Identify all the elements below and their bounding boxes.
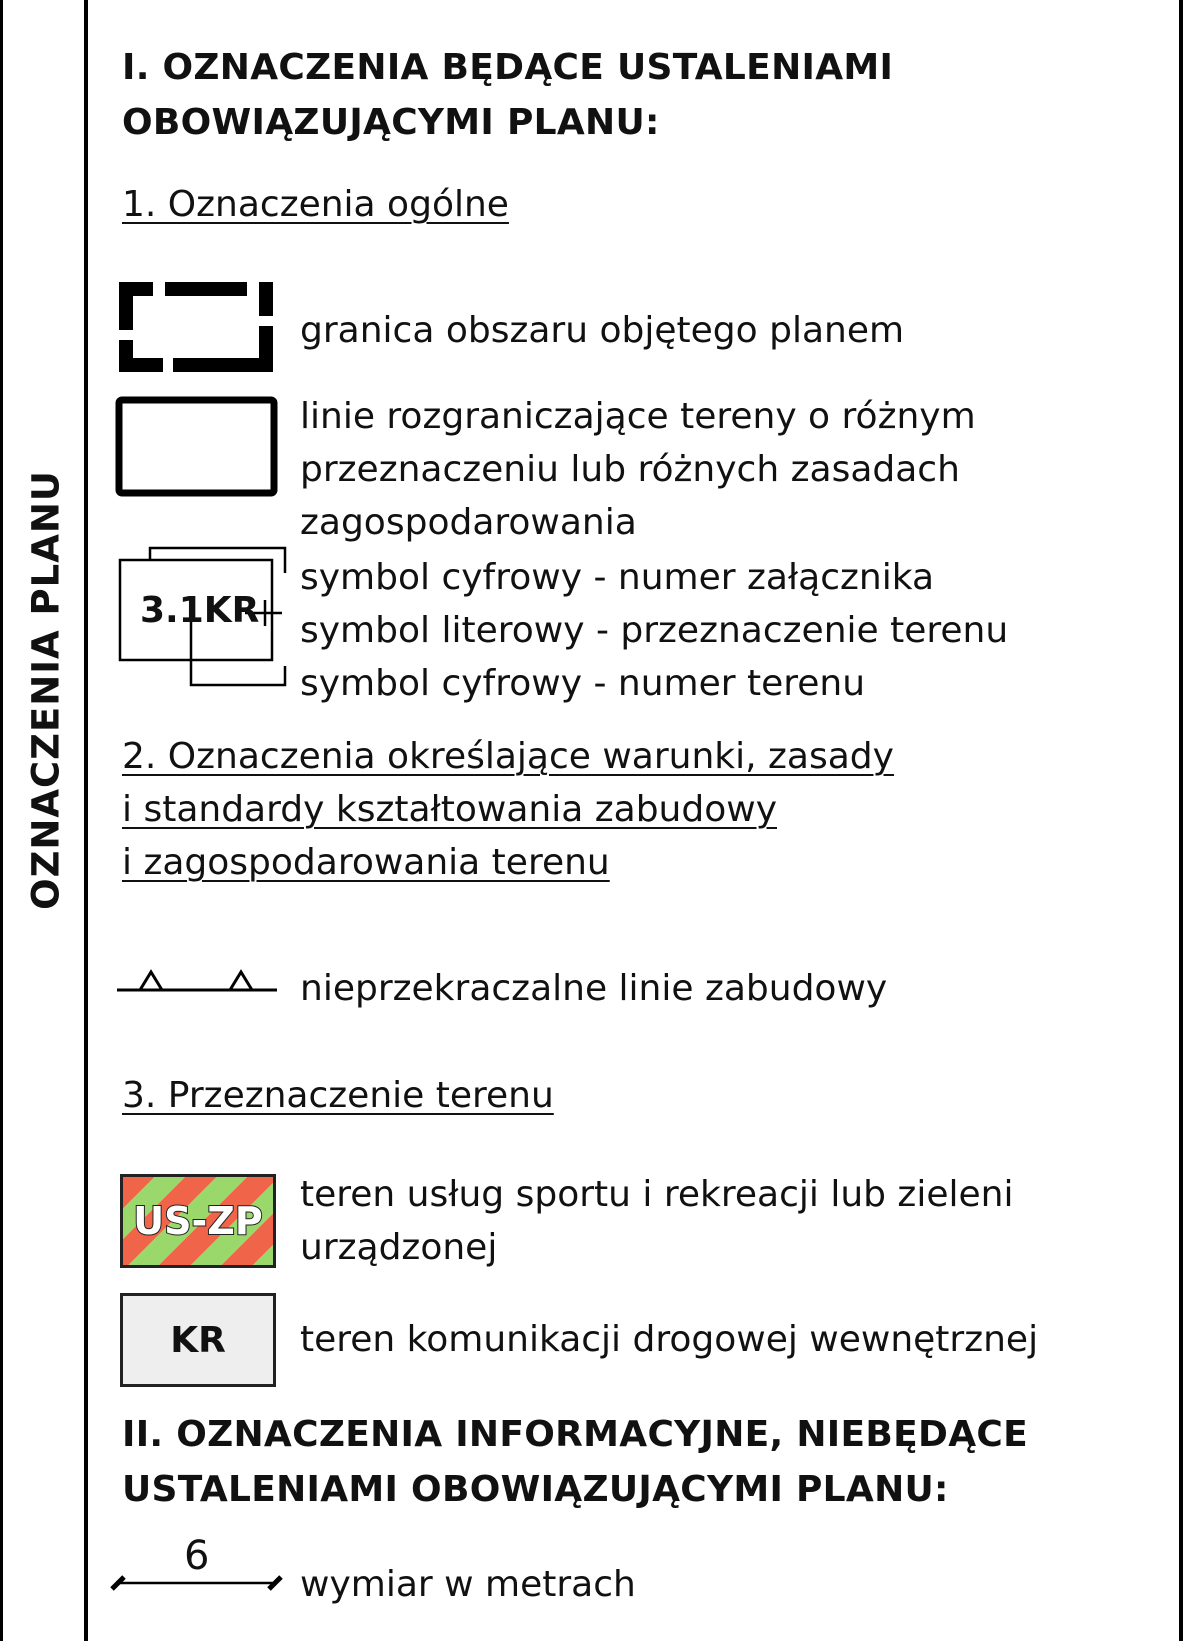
- frame-right-border: [1179, 0, 1183, 1641]
- demarcation-label-line1: linie rozgraniczające tereny o różnym: [300, 396, 976, 437]
- building-line-label: nieprzekraczalne linie zabudowy: [300, 968, 888, 1009]
- us-zp-label-line2: urządzonej: [300, 1227, 498, 1268]
- symbol-explanation-2: symbol literowy - przeznaczenie terenu: [300, 610, 1009, 651]
- us-zp-label-line1: teren usług sportu i rekreacji lub zieleni: [300, 1174, 1014, 1215]
- conditions-title-line1: 2. Oznaczenia określające warunki, zasady: [122, 736, 894, 777]
- section2-heading-line2: USTALENIAMI OBOWIĄZUJĄCYMI PLANU:: [122, 1469, 949, 1510]
- side-title: OZNACZENIA PLANU: [24, 470, 68, 910]
- building-line-symbol: [115, 958, 280, 998]
- plan-boundary-symbol: [115, 278, 280, 380]
- symbol-explanation-1: symbol cyfrowy - numer załącznika: [300, 557, 935, 598]
- dimension-label: wymiar w metrach: [300, 1564, 636, 1605]
- symbol-explanation-3: symbol cyfrowy - numer terenu: [300, 663, 866, 704]
- symbol-example: 3.1KR: [140, 590, 260, 631]
- demarcation-label-line2: przeznaczeniu lub różnych zasadach: [300, 449, 960, 490]
- kr-label: teren komunikacji drogowej wewnętrznej: [300, 1319, 1039, 1360]
- kr-tag: KR: [120, 1293, 276, 1387]
- demarcation-label-line3: zagospodarowania: [300, 502, 637, 543]
- frame-left-border: [0, 0, 3, 1641]
- section1-heading-line2: OBOWIĄZUJĄCYMI PLANU:: [122, 102, 660, 143]
- general-title: 1. Oznaczenia ogólne: [122, 184, 509, 225]
- dimension-symbol: [110, 1568, 285, 1598]
- conditions-title-line3: i zagospodarowania terenu: [122, 842, 610, 883]
- section1-heading-line1: I. OZNACZENIA BĘDĄCE USTALENIAMI: [122, 47, 894, 88]
- land-use-title: 3. Przeznaczenie terenu: [122, 1075, 554, 1116]
- us-zp-tag: US-ZP: [120, 1174, 276, 1268]
- frame-divider: [84, 0, 88, 1641]
- dimension-value: 6: [184, 1533, 210, 1579]
- section2-heading-line1: II. OZNACZENIA INFORMACYJNE, NIEBĘDĄCE: [122, 1414, 1028, 1455]
- boundary-label: granica obszaru objętego planem: [300, 310, 905, 351]
- conditions-title-line2: i standardy kształtowania zabudowy: [122, 789, 777, 830]
- demarcation-line-symbol: [115, 396, 280, 499]
